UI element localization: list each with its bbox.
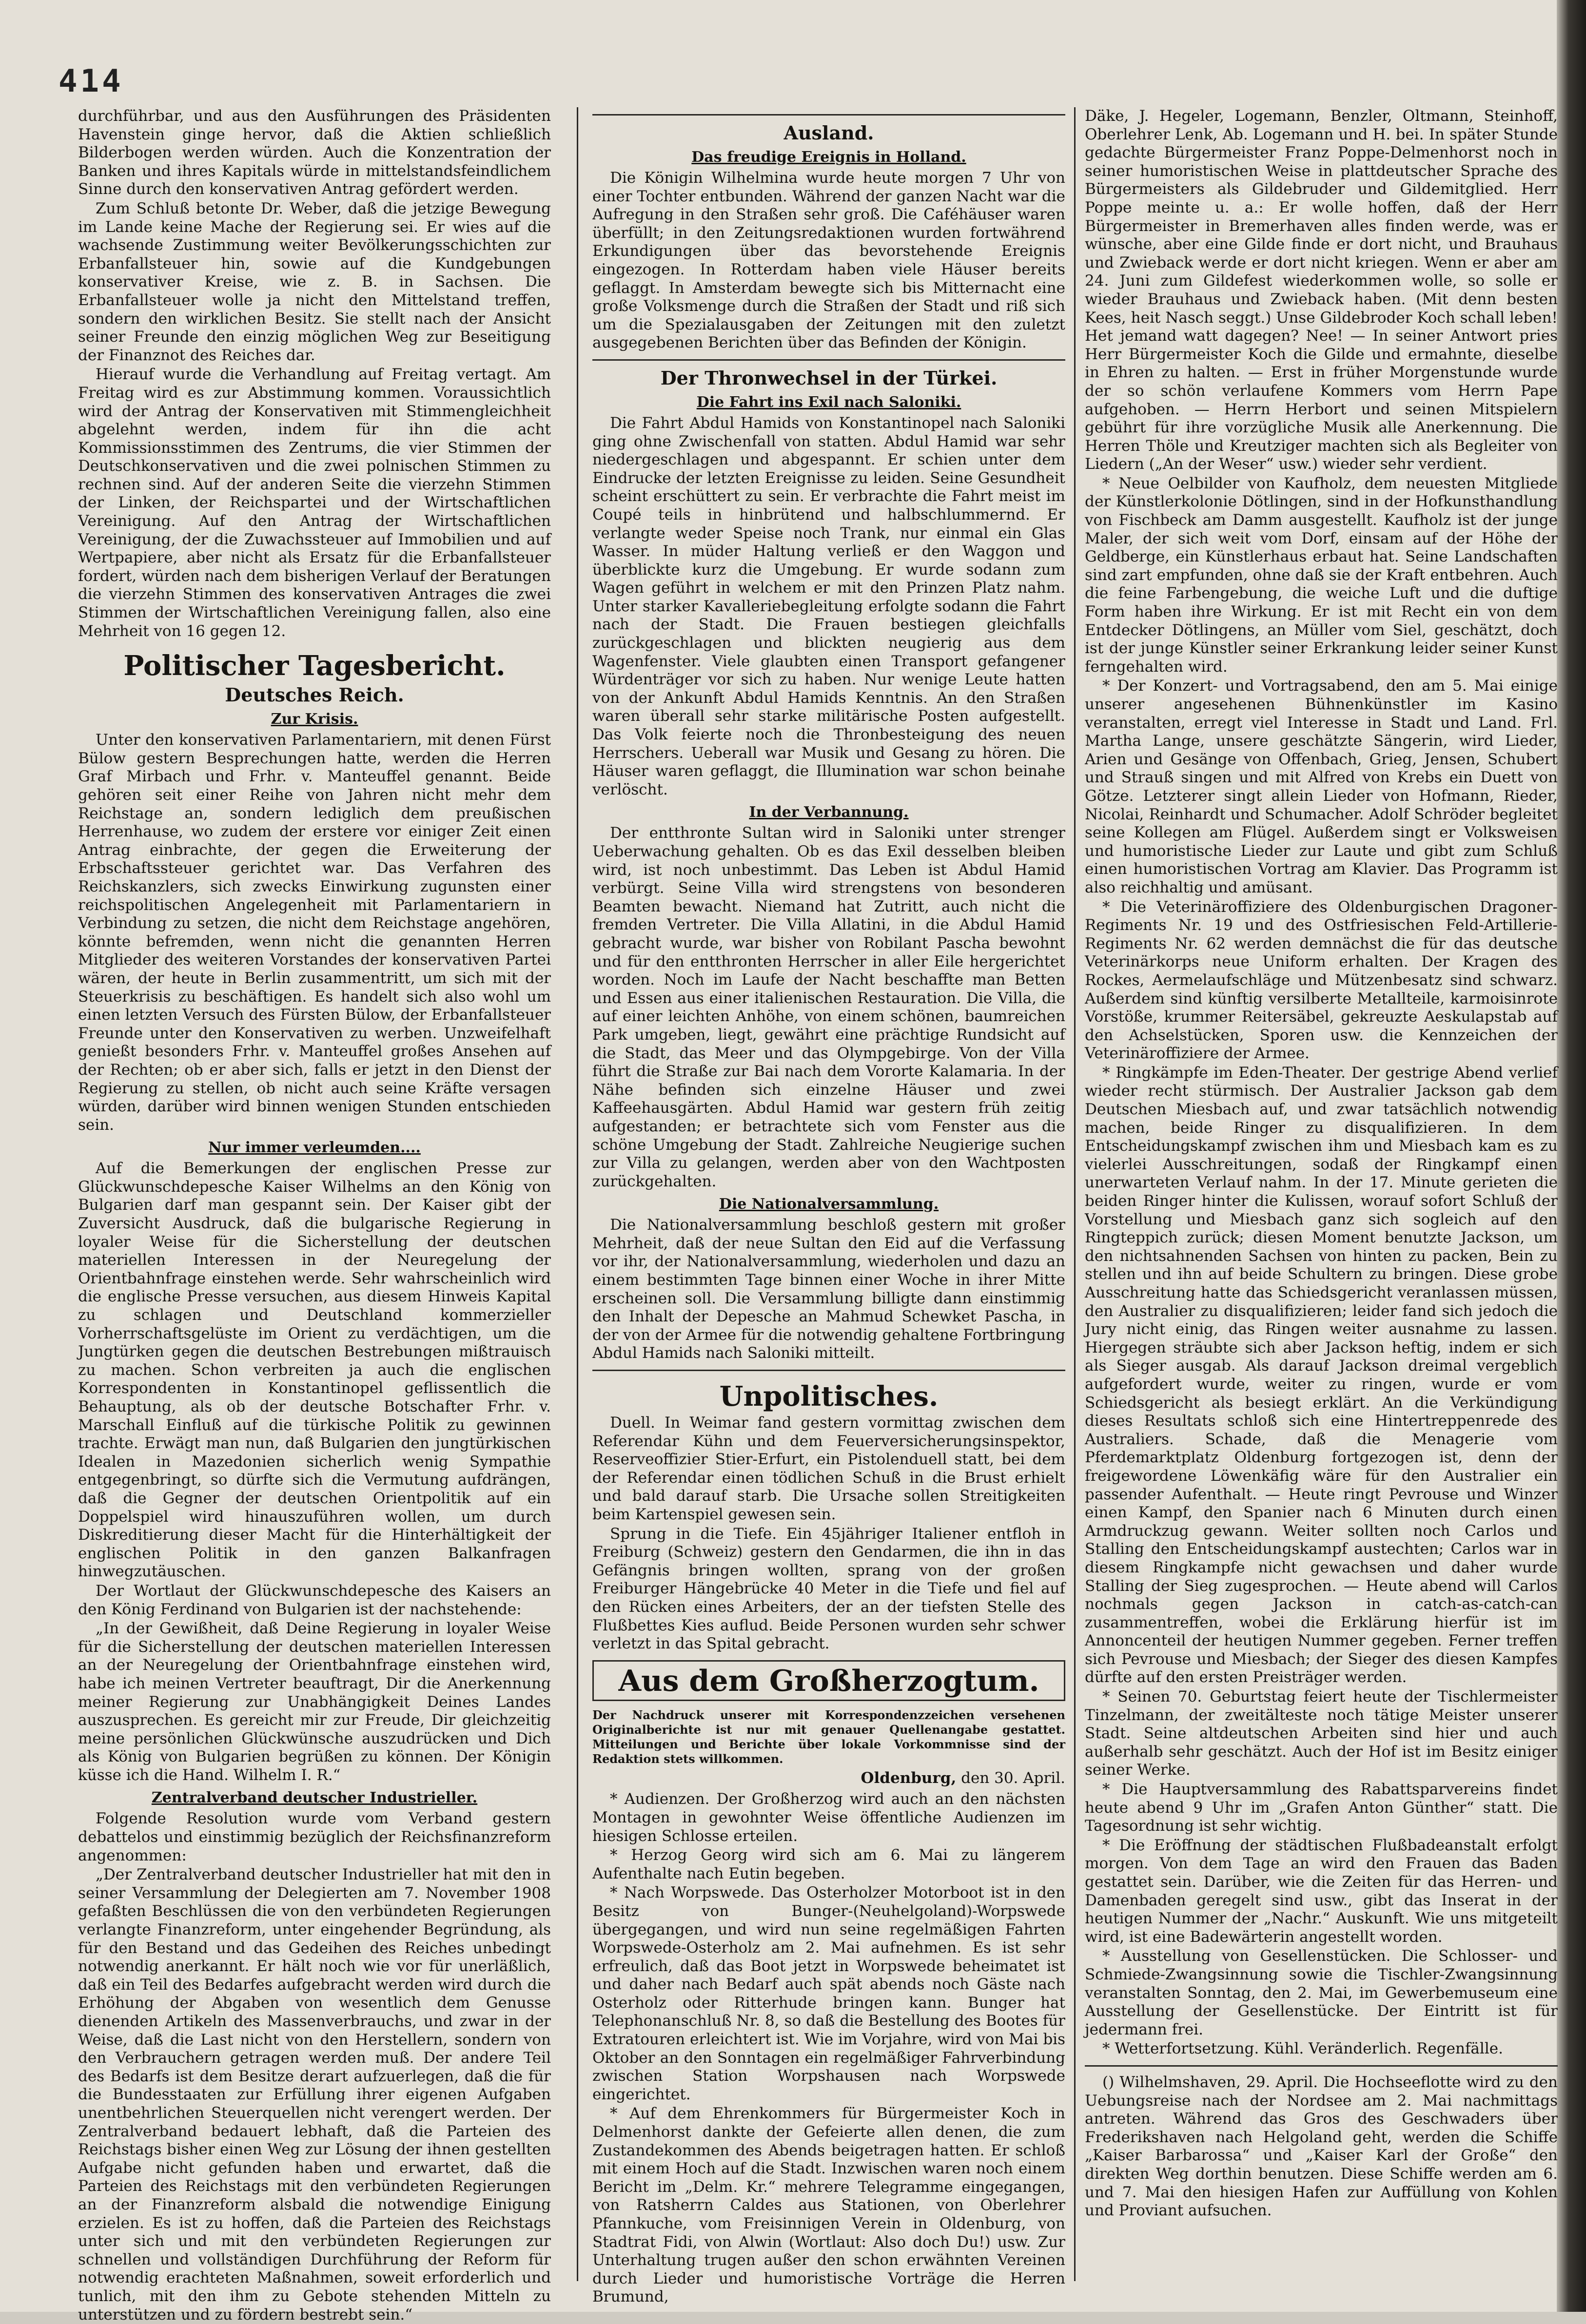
article-heading: Nur immer verleumden.... — [208, 1139, 421, 1157]
dateline — [592, 1769, 1065, 1788]
article-heading: In der Verbannung. — [749, 804, 909, 821]
paragraph: Auf die Bemerkungen der englischen Presse zur Glückwunschdepesche Kaiser Wilhelms an den König von Bulgarien darf man gespannt sein. Der Kaiser gibt der Zuversicht Ausdruck, daß die bulgarische Regierung in loyaler Weise für die Sicherstellung der deutschen materiellen Interessen in der Neuregelung der Orientbahnfrage einstehen werde. Sehr wahrscheinlich wird die englische Presse versuchen, aus diesem Hinweis Kapital zu schlagen und Deutschland kommerzieller Vorherrschaftsgelüste im Orient zu verdächtigen, um die Jungtürken gegen die deutschen Bestrebungen mißtrauisch zu machen. Schon verbreiten ja auch die englischen Korrespondenten in Konstantinopel geflissentlich die Behauptung, als ob der deutsche Botschafter Frhr. v. Marschall Einfluß auf die türkische Politik zu gewinnen trachte. Erwägt man nun, daß Bulgarien den jungtürkischen Idealen in Mazedonien sicherlich wenig Sympathie entgegenbringt, so dürfte sich die Vermutung aufdrängen, daß die Gegner der deutschen Orientpolitik auf ein Doppelspiel wird hinauszuführen wollen, um durch Diskreditierung dieser Macht für die Hinterhältigkeit der englischen Politik in den ganzen Balkanfragen hinwegzutäuschen. — [78, 1160, 551, 1581]
paragraph: Der entthronte Sultan wird in Saloniki unter strenger Ueberwachung gehalten. Ob es das Exil desselben bleiben wird, ist noch unbestimmt. Das Leben ist Abdul Hamid verbürgt. Seine Villa wird strengstens von besonderen Beamten bewacht. Niemand hat Zutritt, auch nicht die fremden Vertreter. Die Villa Allatini, in die Abdul Hamid gebracht wurde, war bisher von Robilant Pascha bewohnt und für den entthronten Herrscher in aller Eile hergerichtet worden. Noch im Laufe der Nacht beschaffte man Betten und Essen aus einer italienischen Restauration. Die Villa, die auf einer leichten Anhöhe, von einem schönen, baumreichen Park umgeben, liegt, gewährt eine prächtige Rundsicht auf die Stadt, das Meer und das Olympgebirge. Von der Villa führt die Straße zur Bai nach dem Vororte Kalamaria. In der Nähe befinden sich einzelne Häuser und zwei Kaffeehausgärten. Abdul Hamid war gestern früh zeitig aufgestanden; er betrachtete sich vom Fenster aus die schöne Umgebung der Stadt. Zahlreiche Neugierige suchen zur Villa zu gelangen, werden aber von den Wachtposten zurückgehalten. — [592, 824, 1065, 1190]
paragraph: * Wetterfortsetzung. Kühl. Veränderlich. Regenfälle. — [1102, 2040, 1503, 2058]
paragraph: Die Fahrt Abdul Hamids von Konstantinopel nach Saloniki ging ohne Zwischenfall von statten. Abdul Hamid war sehr niedergeschlagen und abgespannt. Er schien unter dem Eindrucke der letzten Ereignisse zu leiden. Seine Gesundheit scheint erschüttert zu sein. Er verbrachte die Fahrt meist im Coupé teils in hinbrütend und halbschlummernd. Er verlangte weder Speise noch Trank, nur einmal ein Glas Wasser. In müder Haltung verließ er den Waggon und überblickte kurz die Umgebung. Er wurde sodann zum Wagen geführt in welchem er mit den Prinzen Platz nahm. Unter starker Kavalleriebegleitung erfolgte sodann die Fahrt nach der Stadt. Die Frauen bestiegen gleichfalls zurückgeschlagen und blickten neugierig aus dem Wagenfenster. Viele glaubten einen Transport gefangener Würdenträger vor sich zu haben. Nur wenige Leute hatten von der Ankunft Abdul Hamids Kenntnis. An den Straßen waren überall sehr starke militärische Posten aufgestellt. Das Volk feierte noch die Thronbesteigung des neuen Herrschers. Ueberall war Musik und Gesang zu hören. Die Häuser waren geflaggt, die Illumination war schon beinahe verlöscht. — [592, 414, 1065, 798]
section-box-grossherzogtum — [592, 1660, 1065, 1701]
paragraph: * Ringkämpfe im Eden-Theater. Der gestrige Abend verlief wieder recht stürmisch. Der Australier Jackson gab dem Deutschen Miesbach auf, und zwar tatsächlich notwendig machen, beide Ringer zu disqualifizieren. In dem Entscheidungskampf zwischen ihm und Miesbach kam es zu vielerlei Ausschreitungen, sodaß der Ringkampf einen unerwarteten Verlauf nahm. In der 17. Minute gerieten die beiden Ringer hinter die Kulissen, worauf sofort Schluß der Vorstellung und Miesbach ganz sich sogleich auf den Ringteppich zurück; diesen Moment benutzte Jackson, um den nichtsahnenden Sachsen von hinten zu packen, Bein zu stellen und ihn auf beide Schultern zu bringen. Diese grobe Ausschreitung hatte das Schiedsgericht veranlassen müssen, den Australier zu disqualifizieren; leider fand sich jedoch die Jury nicht einig, das Ringen weiter ausnahme zu lassen. Hiergegen sträubte sich aber Jackson heftig, indem er sich als Sieger ausgab. Als darauf Jackson dreimal vergeblich aufgefordert wurde, weiter zu ringen, wurde er vom Schiedsgericht als besiegt erklärt. An die Verkündigung dieses Resultats schloß sich eine Hintertreppenrede des Australiers. Schade, daß die Menagerie vom Pferdemarktplatz Oldenburg fortgezogen ist, denn der freigewordene Löwenkäfig wäre für den Australier ein passender Aufenthalt. — Heute ringt Pevrouse und Winzer einen Kampf, den Spanier nach 6 Minuten durch einen Armdruckzug gewann. Weiter sollten noch Carlos und Stalling den Entscheidungskampf austechten; Carlos war in diesem Ringkampfe nicht gewachsen und daher wurde Stalling der Sieg zugesprochen. — Heute abend will Carlos nochmals gegen Jackson in catch-as-catch-can zusammentreffen, wobei die Erklärung hierfür ist im Annoncenteil der heutigen Nummer gegeben. Ferner treffen sich Pevrouse und Miesbach; der Sieger des diesen Kampfes dürfte auf den ersten Preisträger werden. — [1085, 1064, 1558, 1686]
paragraph: Unter den konservativen Parlamentariern, mit denen Fürst Bülow gestern Besprechungen hatte, werden die Herren Graf Mirbach und Frhr. v. Manteuffel genannt. Beide gehören seit einer Reihe von Jahren nicht mehr dem Reichstage an, sondern lediglich dem preußischen Herrenhause, wo zudem der erstere vor einiger Zeit einen Antrag einbrachte, der gegen die Erweiterung der Erbschaftssteuer gerichtet war. Das Verfahren des Reichskanzlers, sich zwecks Einwirkung zugunsten einer reichspolitischen Angelegenheit mit Parlamentariern in Verbindung zu setzen, die nicht dem Reichstage angehören, könnte befremden, wenn nicht die genannten Herren Mitglieder des weiteren Vorstandes der konservativen Partei wären, der heute in Berlin zusammentritt, um sich mit der Steuerkrisis zu beschäftigen. Es handelt sich also wohl um einen letzten Versuch des Fürsten Bülow, der Erbanfallsteuer Freunde unter den Konservativen zu werben. Unzweifelhaft genießt besonders Frhr. v. Manteuffel großes Ansehen auf der Rechten; ob er aber sich, falls er jetzt in den Dienst der Regierung zu stellen, ob nicht auch seine Kräfte versagen würden, darüber wird binnen wenigen Stunden entschieden sein. — [78, 731, 551, 1134]
paragraph: Der Wortlaut der Glückwunschdepesche des Kaisers an den König Ferdinand von Bulgarien ist der nachstehende: — [78, 1582, 551, 1618]
paragraph: * Herzog Georg wird sich am 6. Mai zu längerem Aufenthalte nach Eutin begeben. — [592, 1846, 1065, 1882]
dateline-place: Oldenburg, — [861, 1769, 957, 1787]
paragraph: * Der Konzert- und Vortragsabend, den am 5. Mai einige unserer angesehenen Bühnenkünstler im Kasino veranstalten, erregt viel Interesse in Stadt und Land. Frl. Martha Lange, unsere geschätzte Sängerin, wird Lieder, Arien und Gesänge von Offenbach, Grieg, Jensen, Schubert und Strauß singen und mit Alfred von Krebs ein Duett von Götze. Letzterer singt allein Lieder von Hofmann, Rieder, Nicolai, Reinhardt und Schumacher. Adolf Schröder begleitet seine Kollegen am Flügel. Außerdem singt er Volksweisen und humoristische Lieder zur Laute und gibt zum Schluß einen humoristischen Vortrag am Klavier. Das Programm ist also reichhaltig und amüsant. — [1085, 677, 1558, 896]
paragraph: Die Königin Wilhelmina wurde heute morgen 7 Uhr von einer Tochter entbunden. Während der ganzen Nacht war die Aufregung in den Straßen sehr groß. Die Caféhäuser waren überfüllt; in den Zeitungsredaktionen wurden fortwährend Erkundigungen über das bevorstehende Ereignis eingezogen. In Rotterdam haben viele Häuser bereits geflaggt. In Amsterdam bewegte sich bis Mitternacht eine große Volksmenge durch die Straßen der Stadt und riß sich um die Spezialausgaben der Zeitungen mit den zuletzt ausgegebenen Berichten über das Befinden der Königin. — [592, 169, 1065, 352]
column-1 — [78, 107, 551, 2324]
paragraph: „In der Gewißheit, daß Deine Regierung in loyaler Weise für die Sicherstellung der deutschen materiellen Interessen an der Neuregelung der Orientbahnfrage einstehen wird, habe ich meinen Vertreter beauftragt, Dir die Anerkennung meiner Regierung zur Unabhängigkeit Deines Landes auszusprechen. Es gereicht mir zur Freude, Dir gleichzeitig meine persönlichen Glückwünsche auszudrücken und Dich als König von Bulgarien begrüßen zu können. Der Königin küsse ich die Hand. Wilhelm I. R.“ — [78, 1620, 551, 1784]
paragraph: Zum Schluß betonte Dr. Weber, daß die jetzige Bewegung im Lande keine Mache der Regierung sei. Er wies auf die wachsende Zustimmung weiter Bevölkerungsschichten zur Erbanfallsteuer hin, sowie auf die Kundgebungen konservativer Kreise, wie z. B. in Sachsen. Die Erbanfallsteuer wolle ja nicht den Mittelstand treffen, sondern den wirklichen Besitz. Sie stellt nach der Ansicht seiner Freunde den einzig möglichen Weg zur Beseitigung der Finanznot des Reiches dar. — [78, 199, 551, 364]
paragraph: Hierauf wurde die Verhandlung auf Freitag vertagt. Am Freitag wird es zur Abstimmung kommen. Voraussichtlich wird der Antrag der Konservativen mit Stimmengleichheit abgelehnt werden, indem für ihn die acht Kommissionsstimmen des Zentrums, die vier Stimmen der Deutschkonservativen und die zwei polnischen Stimmen zu rechnen sind. Auf der anderen Seite die vierzehn Stimmen der Linken, der Reichspartei und der Wirtschaftlichen Vereinigung. Auf den Antrag der Wirtschaftlichen Vereinigung, der die Zuwachssteuer auf Immobilien und auf Wertpapiere, aber nicht als Ersatz für die Erbanfallsteuer fordert, würden nach dem bisherigen Verlauf der Beratungen die vierzehn Stimmen des konservativen Antrages die zwei Stimmen der Wirtschaftlichen Vereinigung fallen, also eine Mehrheit von 16 gegen 12. — [78, 366, 551, 640]
paragraph: Sprung in die Tiefe. Ein 45jähriger Italiener entfloh in Freiburg (Schweiz) gestern den Gendarmen, die ihn in das Gefängnis bringen wollten, sprang von der großen Freiburger Hängebrücke 40 Meter in die Tiefe und fiel auf den Rücken eines Arbeiters, der an der tiefsten Stelle des Flußbettes Kies auflud. Beide Personen wurden sehr schwer verletzt in das Spital gebracht. — [592, 1525, 1065, 1653]
paragraph: * Die Hauptversammlung des Rabattsparvereins findet heute abend 9 Uhr im „Grafen Anton Günther“ statt. Die Tagesordnung ist sehr wichtig. — [1085, 1781, 1558, 1835]
divider — [592, 114, 1065, 116]
paragraph: Die Nationalversammlung beschloß gestern mit großer Mehrheit, daß der neue Sultan den Eid auf die Verfassung vor ihr, der Nationalversammlung, wiederholen und dazu an einem bestimmten Tage binnen einer Woche in ihrer Mitte erscheinen soll. Die Versammlung billigte dann einstimmig den Inhalt der Depesche an Mahmud Schewket Pascha, in der von der Armee für die notwendig gehaltene Fortbringung Abdul Hamids nach Saloniki mitteilt. — [592, 1216, 1065, 1362]
divider — [592, 359, 1065, 361]
reprint-notice: Der Nachdruck unserer mit Korrespondenzzeichen versehenen Originalberichte ist nur mit genauer Quellenangabe gestattet. Mitteilungen und Berichte über lokale Vorkommnisse sind der Redaktion stets willkommen. — [592, 1707, 1065, 1766]
paragraph: * Auf dem Ehrenkommers für Bürgermeister Koch in Delmenhorst dankte der Gefeierte allen denen, die zum Zustandekommen des Abends beigetragen hatten. Er schloß mit einem Hoch auf die Stadt. Inzwischen waren noch einem Bericht im „Delm. Kr.“ mehrere Telegramme eingegangen, von Ratsherrn Caldes aus Stationen, von Oberlehrer Pfannkuche, vom Freisinnigen Verein in Oldenburg, von Stadtrat Fidi, von Alwin (Wortlaut: Also doch Du!) usw. Zur Unterhaltung trugen außer den schon erwähnten Vereinen durch Lieder und humoristische Vorträge die Herren Brumund, — [592, 2105, 1065, 2306]
section-heading-grossherzogtum: Aus dem Großherzogtum. — [618, 1664, 1039, 1698]
divider — [1085, 2065, 1558, 2067]
column-rule — [1074, 107, 1076, 2281]
column-3 — [1085, 107, 1558, 2281]
paragraph: * Audienzen. Der Großherzog wird auch an den nächsten Montagen in gewohnter Weise öffentliche Audienzen im hiesigen Schlosse erteilen. — [592, 1790, 1065, 1845]
paragraph: * Neue Oelbilder von Kaufholz, dem neuesten Mitgliede der Künstlerkolonie Dötlingen, sind in der Hofkunsthandlung von Fischbeck am Damm ausgestellt. Kaufholz ist der junge Maler, der sich weit vom Dorf, einsam auf der Höhe der Geldberge, ein Künstlerhaus erbaut hat. Seine Landschaften sind zart empfunden, ohne daß sie der Kraft entbehren. Auch die feine Farbengebung, die weiche Luft und die duftige Form haben ihre Wirkung. Er ist mit Recht ein von dem Entdecker Dötlingens, an Müller vom Siel, geschätzt, doch ist der junge Künstler seiner Erkrankung leider seiner Kunst ferngehalten wird. — [1085, 474, 1558, 676]
section-heading-unpolitisches: Unpolitisches. — [719, 1380, 939, 1413]
section-heading-tuerkei: Der Thronwechsel in der Türkei. — [660, 367, 998, 389]
page-number: 414 — [59, 63, 124, 99]
article-heading: Zentralverband deutscher Industrieller. — [151, 1789, 478, 1807]
scan-edge — [1557, 0, 1586, 2312]
paragraph: * Die Veterinäroffiziere des Oldenburgischen Dragoner-Regiments Nr. 19 und des Ostfriesischen Feld-Artillerie-Regiments Nr. 62 werden demnächst die für das deutsche Veterinärkorps neue Uniform erhalten. Der Kragen des Rockes, Aermelaufschläge und Mützenbesatz sind schwarz. Außerdem sind künftig versilberte Metallteile, karmoisinrote Vorstöße, krummer Reitersäbel, gekreuzte Aeskulapstab auf den Achselstücken, Sporen usw. die Kennzeichen der Veterinäroffiziere der Armee. — [1085, 898, 1558, 1063]
paragraph: Duell. In Weimar fand gestern vormittag zwischen dem Referendar Kühn und dem Feuerversicherungsinspektor, Reserveoffizier Stier-Erfurt, ein Pistolenduell statt, bei dem der Referendar einen tödlichen Schuß in die Brust erhielt und bald darauf starb. Die Ursache sollen Streitigkeiten beim Kartenspiel gewesen sein. — [592, 1414, 1065, 1523]
paragraph: * Nach Worpswede. Das Osterholzer Motorboot ist in den Besitz von Bunger-(Neuhelgoland)-Worpswede übergegangen, und wird nun seine regelmäßigen Fahrten Worpswede-Osterholz am 2. Mai aufnehmen. Es ist sehr erfreulich, daß das Boot jetzt in Worpswede beheimatet ist und daher nach Bedarf auch spät abends noch Gäste nach Osterholz oder Ritterhude bringen kann. Bunger hat Telephonanschluß Nr. 8, so daß die Bestellung des Bootes für Extratouren erleichtert ist. Wie im Vorjahre, wird von Mai bis Oktober an den Sonntagen ein regelmäßiger Fahrverbindung zwischen Station Worpshausen nach Worpswede eingerichtet. — [592, 1884, 1065, 2103]
article-heading: Zur Krisis. — [271, 711, 358, 728]
section-subheading-reich: Deutsches Reich. — [225, 684, 404, 706]
paragraph: Däke, J. Hegeler, Logemann, Benzler, Oltmann, Steinhoff, Oberlehrer Lenk, Ab. Logemann und H. bei. In später Stunde gedachte Bürgermeister Franz Poppe-Delmenhorst noch in seiner humoristischen Weise in plattdeutscher Sprache des Bürgermeisters als Gildebruder und Gildemitglied. Herr Poppe meinte u. a.: Er wolle hoffen, daß der Herr Bürgermeister in Bremerhaven alles finden werde, was er wünsche, aber eine Gilde finde er dort nicht, und Brauhaus und Zwieback werde er dort nicht kriegen. Wenn er aber am 24. Juni zum Gildefest wiederkommen wolle, so solle er wieder Brauhaus und Zwieback haben. (Mit denn besten Kees, heit Nasch seggt.) Unse Gildebroder Koch schall leben! Het jemand watt dagegen? Nee! — In seiner Antwort pries Herr Bürgermeister Koch die Gilde und ermahnte, dieselbe in Ehren zu halten. — Erst in früher Morgenstunde wurde der so schön verlaufene Kommers vom Herrn Pape aufgehoben. — Herrn Herbort und seinen Mitspielern gebührt für ihre vorzügliche Musik alle Anerkennung. Die Herren Thöle und Kreutziger machten sich als Begleiter von Liedern („An der Weser“ usw.) wieder sehr verdient. — [1085, 107, 1558, 473]
column-rule — [577, 107, 578, 2281]
paragraph: Folgende Resolution wurde vom Verband gestern debattelos und einstimmig bezüglich der Reichsfinanzreform angenommen: — [78, 1810, 551, 1864]
dateline-date: den 30. April. — [961, 1769, 1065, 1787]
paragraph: * Ausstellung von Gesellenstücken. Die Schlosser- und Schmiede-Zwangsinnung sowie die Tischler-Zwangsinnung veranstalten Sonntag, den 2. Mai, im Gewerbemuseum eine Ausstellung der Gesellenstücke. Der Eintritt ist für jedermann frei. — [1085, 1947, 1558, 2038]
paragraph: „Der Zentralverband deutscher Industrieller hat mit den in seiner Versammlung der Delegierten am 7. November 1908 gefaßten Beschlüssen die von den verbündeten Regierungen verlangte Finanzreform, unter eingehender Begründung, als für den Bestand und das Gedeihen des Reiches unbedingt notwendig anerkannt. Er hält noch wie vor für unerläßlich, daß ein Teil des Bedarfes aufgebracht werden wird durch die Erhöhung der Abgaben von wesentlich dem Genusse dienenden Artikeln des Massenverbrauchs, und zwar in der Weise, daß die Last nicht von den Herstellern, sondern von den Verbrauchern getragen werden muß. Der andere Teil des Bedarfs ist dem Besitze derart aufzuerlegen, daß die für die Bundesstaaten zur Erfüllung ihrer eigenen Aufgaben unentbehrlichen Steuerquellen nicht verengert werden. Der Zentralverband bedauert lebhaft, daß die Parteien des Reichstags bisher einen Weg zur Lösung der ihnen gestellten Aufgabe nicht gefunden haben und erwartet, daß die Parteien des Reichstags mit den verbündeten Regierungen an der Finanzreform alsbald die notwendige Einigung erzielen. Es ist zu hoffen, daß die Parteien des Reichstags unter sich und mit den verbündeten Regierungen zur schnellen und vollständigen Durchführung der Reform für notwendig erachteten Maßnahmen, soweit erforderlich und tunlich, mit den ihm zu Gebote stehenden Mitteln zu unterstützen und zu fördern bestrebt sein.“ — [78, 1866, 551, 2324]
paragraph: * Die Eröffnung der städtischen Flußbadeanstalt erfolgt morgen. Von dem Tage an wird den Frauen das Baden gestattet sein. Darüber, wie die Zeiten für das Herren- und Damenbaden geregelt sind usw., gibt das Inserat in der heutigen Nummer der „Nachr.“ Auskunft. Wie uns mitgeteilt wird, ist eine Badewärterin angestellt worden. — [1085, 1836, 1558, 1946]
article-heading: Die Fahrt ins Exil nach Saloniki. — [696, 393, 961, 411]
section-heading-politics: Politischer Tagesbericht. — [123, 650, 506, 682]
paragraph: durchführbar, und aus den Ausführungen des Präsidenten Havenstein ginge hervor, daß die Aktien schließlich Bilderbogen werden würden. Auch die Konzentration der Banken und ihres Kapitals würde in mittelstandsfeindlichem Sinne durch den konservativen Antrag gefördert werden. — [78, 107, 551, 198]
paragraph: () Wilhelmshaven, 29. April. Die Hochseeflotte wird zu den Uebungsreise nach der Nordsee am 2. Mai nachmittags antreten. Während das Gros des Geschwaders über Frederikshaven nach Helgoland geht, werden die Schiffe „Kaiser Barbarossa“ und „Kaiser Karl der Große“ den direkten Weg dorthin benutzen. Diese Schiffe werden am 6. und 7. Mai den hiesigen Hafen zur Auffüllung von Kohlen und Proviant aufsuchen. — [1085, 2073, 1558, 2220]
divider — [592, 1370, 1065, 1371]
column-2 — [592, 107, 1065, 2306]
paragraph: * Seinen 70. Geburtstag feiert heute der Tischlermeister Tinzelmann, der zweitälteste noch tätige Meister unserer Stadt. Seine altdeutschen Arbeiten sind hier und auch außerhalb sehr geschätzt. Auch der Hof ist im Besitz einiger seiner Werke. — [1085, 1688, 1558, 1779]
section-heading-ausland: Ausland. — [783, 122, 874, 144]
article-heading: Die Nationalversammlung. — [719, 1196, 939, 1213]
article-heading: Das freudige Ereignis in Holland. — [691, 149, 966, 166]
